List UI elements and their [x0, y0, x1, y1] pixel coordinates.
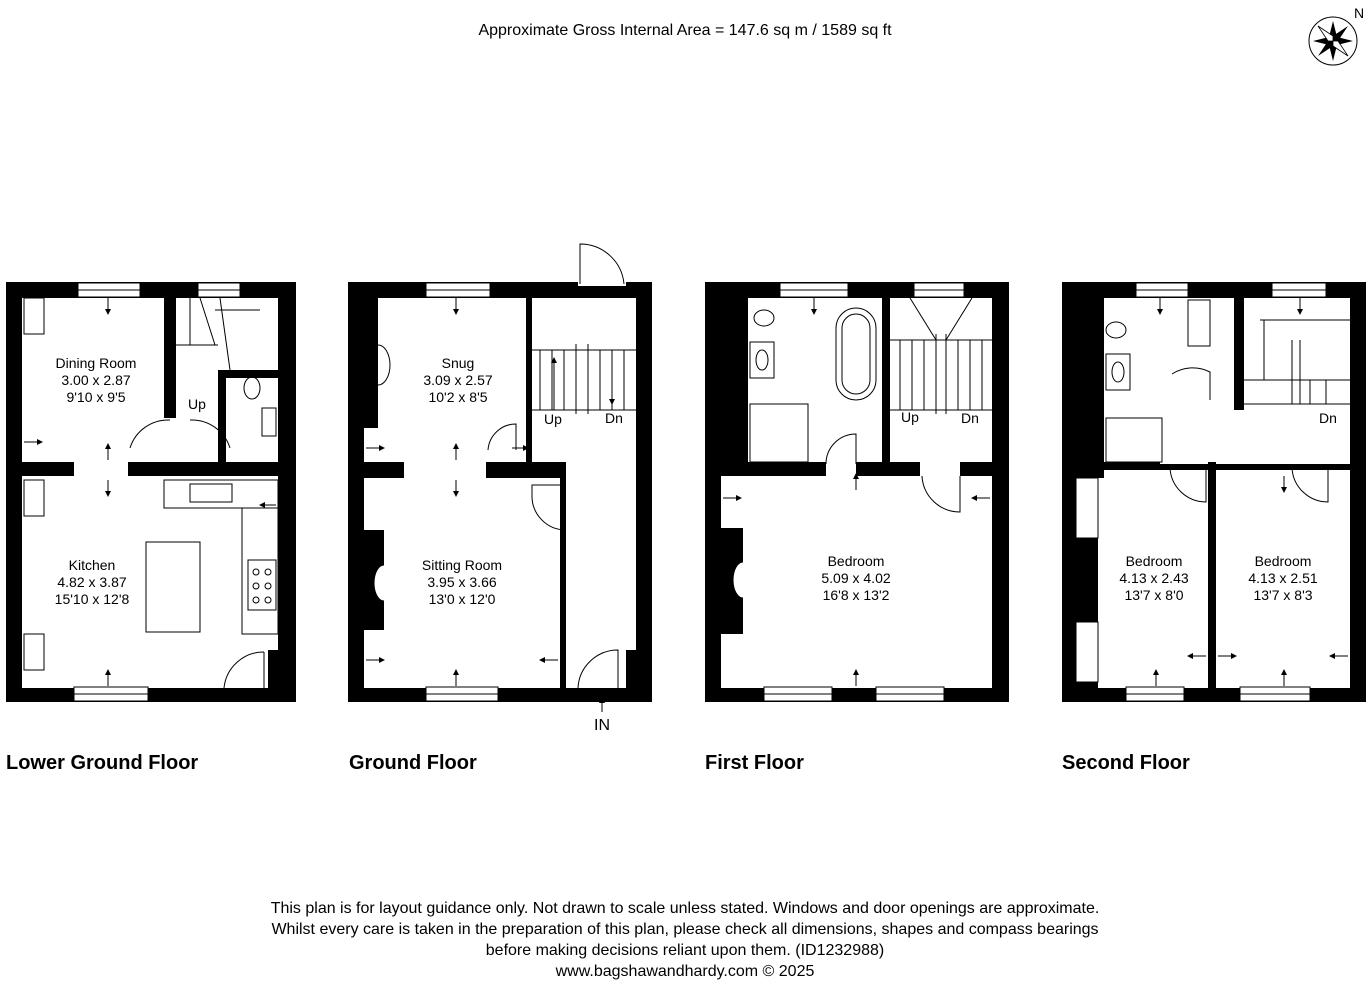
first-bedroom-name: Bedroom: [827, 553, 885, 569]
sitting-room-name: Sitting Room: [421, 557, 503, 573]
second-stair-down-label: Dn: [1319, 410, 1337, 426]
ground-stair-down-label: Dn: [605, 410, 623, 426]
first-floor-title: First Floor: [705, 752, 804, 774]
dining-room-name: Dining Room: [55, 355, 137, 371]
gross-internal-area: Approximate Gross Internal Area = 147.6 sq m / 1589 sq ft: [478, 22, 892, 39]
disclaimer: [0, 898, 1368, 982]
lower-ground-floor-title: Lower Ground Floor: [6, 752, 199, 774]
second-bedroom-right-metric: 4.13 x 2.51: [1248, 570, 1318, 586]
snug-name: Snug: [441, 355, 475, 371]
snug-imperial: 10'2 x 8'5: [428, 389, 488, 405]
first-stair-down-label: Dn: [961, 410, 979, 426]
disclaimer-line-2: Whilst every care is taken in the preparation of this plan, please check all dimensions, shapes and compass bearings: [271, 921, 1099, 938]
second-bedroom-left-name: Bedroom: [1125, 553, 1183, 569]
sitting-room-metric: 3.95 x 3.66: [427, 574, 497, 590]
snug-metric: 3.09 x 2.57: [423, 372, 493, 388]
first-bedroom-imperial: 16'8 x 13'2: [822, 587, 890, 603]
ground-stair-up-label: Up: [544, 411, 562, 427]
ground-floor-title: Ground Floor: [349, 752, 477, 774]
lower-stair-up-label: Up: [188, 396, 206, 412]
compass-north-label: N: [1354, 6, 1364, 21]
kitchen-metric: 4.82 x 3.87: [57, 574, 127, 590]
disclaimer-line-3: before making decisions reliant upon them. (ID1232988): [485, 942, 885, 959]
disclaimer-line-1: This plan is for layout guidance only. Not drawn to scale unless stated. Windows and door openings are approximate.: [270, 900, 1100, 917]
entrance-label: IN: [594, 717, 610, 734]
lower-ground-floor-plan: [6, 282, 296, 702]
second-bedroom-left-imperial: 13'7 x 8'0: [1124, 587, 1184, 603]
second-floor-title: Second Floor: [1062, 752, 1190, 774]
second-bedroom-left-metric: 4.13 x 2.43: [1119, 570, 1189, 586]
kitchen-imperial: 15'10 x 12'8: [54, 591, 130, 607]
ground-floor-plan: [348, 240, 652, 712]
first-stair-up-label: Up: [901, 409, 919, 425]
second-floor-plan: [1062, 282, 1366, 702]
second-bedroom-right-imperial: 13'7 x 8'3: [1253, 587, 1313, 603]
sitting-room-imperial: 13'0 x 12'0: [428, 591, 496, 607]
first-floor-plan: [705, 282, 1009, 702]
first-bedroom-metric: 5.09 x 4.02: [821, 570, 891, 586]
second-bedroom-right-name: Bedroom: [1254, 553, 1312, 569]
kitchen-name: Kitchen: [68, 557, 116, 573]
dining-room-imperial: 9'10 x 9'5: [66, 389, 126, 405]
website-copyright: www.bagshawandhardy.com © 2025: [555, 963, 815, 980]
dining-room-metric: 3.00 x 2.87: [61, 372, 131, 388]
